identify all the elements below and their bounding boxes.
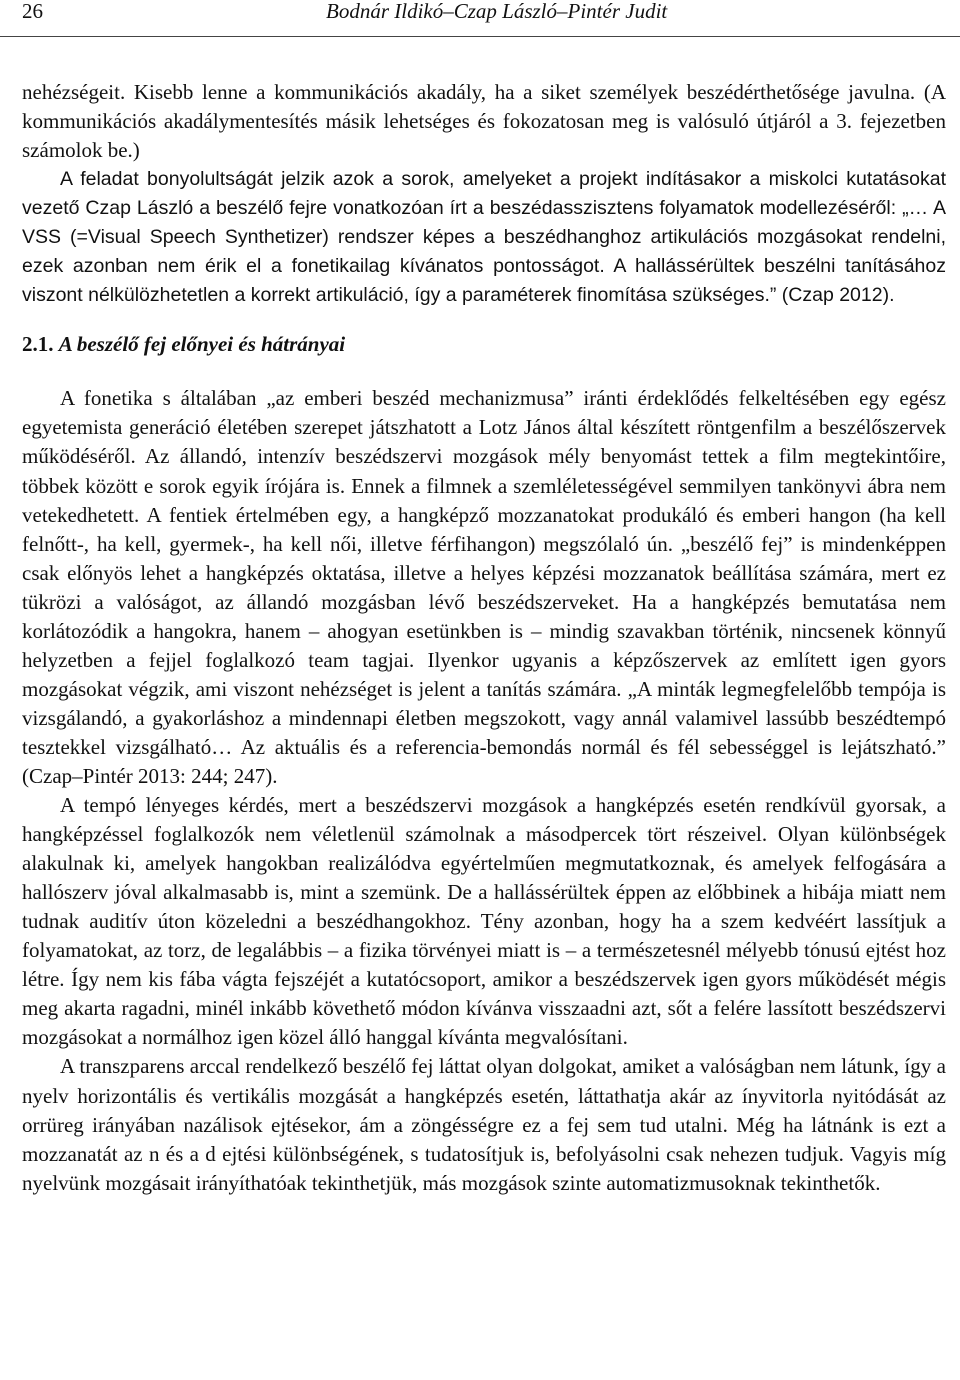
page-number: 26 — [22, 0, 43, 23]
page-header — [0, 0, 960, 37]
running-title: Bodnár Ildikó–Czap László–Pintér Judit — [326, 0, 668, 23]
page-body — [22, 78, 946, 1198]
paragraph-2-quote: A feladat bonyolultságát jelzik azok a sorok, amelyeket a projekt indításakor a miskolci kutatásokat vezető Czap László a beszélő fejre vonatkozóan írt a beszédasszisztens folyamatok modellezéséről: „… A VSS (=Visual Speech Synthetizer) rendszer képes a beszédhanghoz artikulációs mozgásokat rendelni, ezek azonban nem érik el a fonetikailag kívánatos pontosságot. A hallássérültek beszélni tanításához viszont nélkülözhetetlen a korrekt artikuláció, így a paraméterek finomítása szükséges.” (Czap 2012). — [22, 168, 946, 307]
paragraph-5: A transzparens arccal rendelkező beszélő fej láttat olyan dolgokat, amiket a valóságban nem látunk, így a nyelv horizontális és vertikális mozgását a hangképzés esetén, láttathatja akár az ínyvitorla nyitódását az orrüreg irányában nazálisok ejtésekor, ám a zöngésségre ez a fej sem tud utalni. Még ha látnánk is ezt a mozzanatát az n és a d ejtési különbségének, s tudatosítjuk is, befolyásolni csak nehezen tudjuk. Vagyis míg nyelvünk mozgásait irányíthatóak tekinthetjük, más mozgások szinte automatizmusoknak tekinthetők. — [22, 1054, 946, 1195]
paragraph-1: nehézségeit. Kisebb lenne a kommunikációs akadály, ha a siket személyek beszédérthetősége javulna. (A kommunikációs akadálymentesítés másik lehetséges és fokozatosan meg is valósuló útjáról a 3. fejezetben számolok be.) — [22, 80, 946, 163]
section-heading — [22, 330, 946, 359]
paragraph-4: A tempó lényeges kérdés, mert a beszédszervi mozgások a hangképzés esetén rendkívül gyorsak, a hangképzéssel foglalkozók nem véletlenül számolnak a másodpercek tört részeivel. Olyan különbségek alakulnak ki, amelyek hangokban realizálódva egyértelműen megmutatkoznak, és amelyek felfogására a hallószerv jóval alkalmasabb is, mint a szemünk. De a hallássérültek éppen az előbbinek a hibája miatt nem tudnak auditív úton közeledni a beszédhangokhoz. Tény azonban, hogy ha a szem kedvéért lassítjuk a folyamatokat, az torz, de legalábbis – a fizika törvényei miatt is – a természetesnél mélyebb tónusú ejtést hoz létre. Így nem kis fába vágta fejszéjét a kutatócsoport, amikor a beszédszervek igen gyors működését mégis meg akarta ragadni, minél inkább követhető módon kívánva visszaadni azt, sőt a felére lassított beszédszervi mozgásokat a normálhoz igen közel álló hanggal kívánta megvalósítani. — [22, 793, 946, 1050]
section-title: A beszélő fej előnyei és hátrányai — [58, 332, 346, 357]
section-number: 2.1. — [22, 332, 54, 357]
paragraph-3: A fonetika s általában „az emberi beszéd mechanizmusa” iránti érdeklődés felkeltésében egy egész egyetemista generáció életében szerepet játszhatott a Lotz János által készített röntgenfilm a beszélőszervek működéséről. Az állandó, intenzív beszédszervi mozgások mély benyomást tettek a film megtekintőire, többek között e sorok egyik írójára is. Ennek a filmnek a szemléletességével semmilyen tankönyvi ábra nem vetekedhetett. A fentiek értelmében egy, a hangképző mozzanatokat produkáló és emberi hangon (ha kell felnőtt-, ha kell, gyermek-, ha kell női, illetve férfihangon) megszólaló ún. „beszélő fej” is mindenképpen csak előnyös lehet a hangképzés oktatása, illetve a helyes képzési mozzanatok beállítása számára, mert ez tükrözi a valóságot, az állandó mozgásban lévő beszédszerveket. Ha a hangképzés bemutatása nem korlátozódik a hangokra, hanem – ahogyan esetünkben is – mindig szavakban történik, nincsenek könnyű helyzetben a fejjel foglalkozó team tagjai. Ilyenkor ugyanis a képzőszervek az említett igen gyors mozgásokat végzik, ami viszont nehézséget is jelent a tanítás számára. „A minták legmegfelelőbb tempója is vizsgálandó, a gyakorláshoz a mindennapi életben megszokott, vagy annál valamivel lassúbb beszédtempó tesztekkel vizsgálható… Az aktuális és a referencia-bemondás normál és fél sebességgel is lejátszható.” (Czap–Pintér 2013: 244; 247). — [22, 386, 946, 788]
